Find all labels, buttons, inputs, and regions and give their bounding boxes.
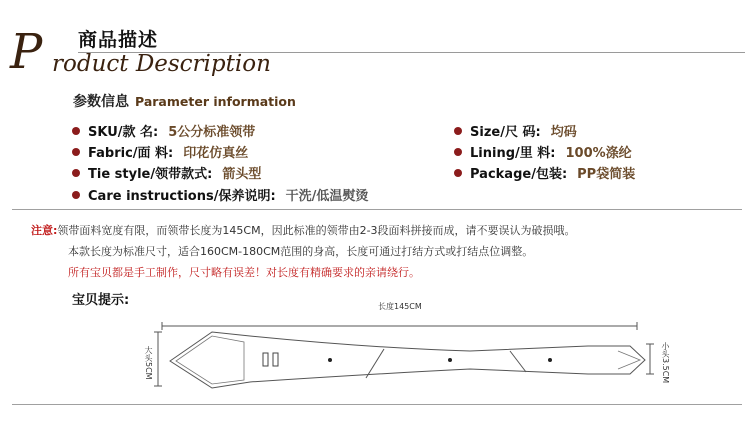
param-row-care [72, 185, 368, 204]
small-end-label: 小头3.5CM [661, 342, 670, 384]
tie-marker-dot [328, 358, 332, 362]
param-row-lining [454, 142, 632, 161]
tie-outline [170, 332, 645, 388]
param-value: 干洗/低温熨烫 [285, 189, 369, 204]
bullet-icon [454, 127, 462, 135]
tips-heading: 宝贝提示: [72, 293, 130, 308]
parameter-heading-cn: 参数信息 [73, 94, 129, 110]
param-value: 印花仿真丝 [183, 146, 249, 161]
param-value: 均码 [550, 125, 577, 140]
bullet-icon [454, 169, 462, 177]
param-value: PP袋简装 [577, 167, 636, 182]
param-label: SKU/款 名: [88, 125, 159, 140]
note-text: 领带面料宽度有限，而领带长度为145CM，因此标准的领带由2-3段面料拼接而成，请不要误认为破损哦。 [57, 224, 576, 237]
note-tag: 注意: [31, 224, 58, 237]
bullet-icon [72, 169, 80, 177]
tie-marker-dot [448, 358, 452, 362]
param-label: Package/包装: [470, 167, 568, 182]
param-value: 箭头型 [222, 167, 262, 182]
param-row-tie-style [72, 163, 261, 182]
param-label: Lining/里 料: [470, 146, 556, 161]
param-label: Fabric/面 料: [88, 146, 174, 161]
tie-label-tab [263, 353, 268, 366]
bullet-icon [454, 148, 462, 156]
tie-label-tab [273, 353, 278, 366]
param-label: Tie style/领带款式: [88, 167, 213, 182]
section-divider [12, 209, 742, 210]
section-title-en-initial: P [10, 24, 43, 80]
section-title-cn: 商品描述 [78, 29, 159, 51]
note-line-3: 所有宝贝都是手工制作，尺寸略有误差！对长度有精确要求的亲请绕行。 [68, 266, 420, 279]
param-row-size [454, 121, 577, 140]
param-value: 100%涤纶 [565, 146, 632, 161]
section-title-en: roduct Description [52, 51, 271, 77]
length-label: 长度145CM [378, 302, 422, 311]
parameter-heading [73, 91, 296, 111]
param-label: Care instructions/保养说明: [88, 189, 276, 204]
param-row-fabric [72, 142, 248, 161]
param-value: 5公分标准领带 [168, 125, 256, 140]
bottom-divider [12, 404, 742, 405]
bullet-icon [72, 148, 80, 156]
tie-marker-dot [548, 358, 552, 362]
param-row-sku [72, 121, 255, 140]
note-line-2: 本款长度为标准尺寸，适合160CM-180CM范围的身高，长度可通过打结方式或打结点位调整。 [68, 245, 534, 258]
parameter-heading-en: Parameter information [135, 94, 296, 109]
bullet-icon [72, 127, 80, 135]
param-label: Size/尺 码: [470, 125, 541, 140]
note-line-1 [31, 222, 576, 238]
bullet-icon [72, 191, 80, 199]
param-row-package [454, 163, 635, 182]
big-end-label: 大头5CM [144, 346, 153, 380]
